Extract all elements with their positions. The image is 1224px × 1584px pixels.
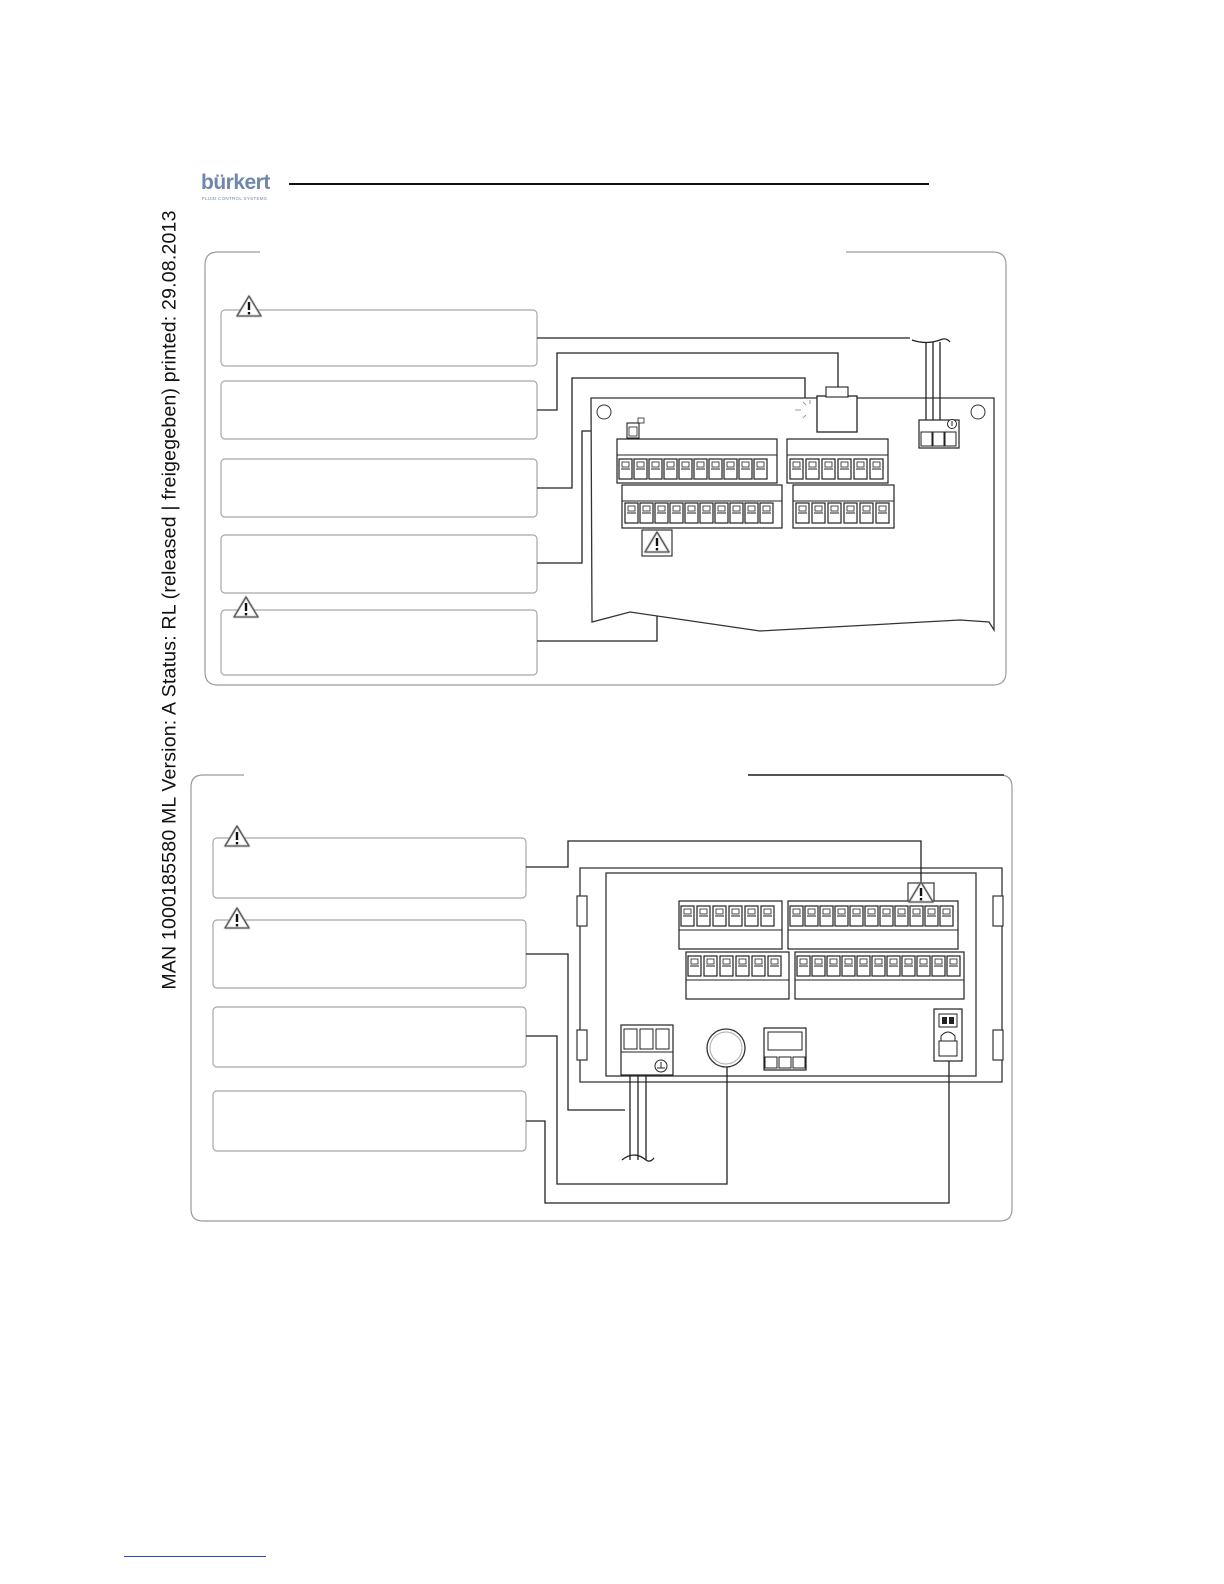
terminal-strip-1a (617, 439, 777, 483)
terminal-strip-2b (788, 901, 958, 949)
warning-triangle-icon (237, 296, 261, 316)
figure-2 (191, 775, 1012, 1221)
callout-box-1-1 (221, 310, 537, 366)
warning-triangle-icon (225, 908, 249, 928)
terminal-strip-1c (622, 485, 782, 528)
power-cable-2 (622, 1075, 654, 1161)
callout-box-1-5 (221, 610, 537, 675)
display-keypad (764, 1028, 806, 1070)
terminal-strip-2c (686, 952, 789, 999)
terminal-strip-2d (795, 952, 964, 999)
round-button (707, 1029, 745, 1067)
terminal-strip-1b (787, 439, 888, 483)
warning-triangle-icon (234, 597, 258, 617)
callout-box-2-1 (213, 838, 526, 898)
callout-box-1-4 (221, 535, 537, 593)
power-terminal-1 (919, 420, 959, 449)
document-status-text: MAN 1000185580 ML Version: A Status: RL (released | freigegeben) printed: 29.08.2013 (158, 210, 181, 990)
terminal-strip-1d (793, 485, 894, 528)
callout-box-1-2 (221, 381, 537, 439)
logo-tagline: FLUID CONTROL SYSTEMS (202, 196, 268, 201)
lock-switch (934, 1009, 962, 1061)
callout-box-1-3 (221, 459, 537, 517)
callout-box-2-3 (213, 1007, 526, 1067)
footer-link-rule (124, 1556, 266, 1557)
callout-box-2-4 (213, 1091, 526, 1151)
figure-1 (205, 252, 1006, 685)
callout-box-2-2 (213, 920, 526, 988)
power-terminal-2 (621, 1025, 673, 1075)
terminal-strip-2a (679, 901, 782, 949)
warning-triangle-icon (225, 826, 249, 846)
logo-wordmark: bürkert (201, 171, 270, 194)
